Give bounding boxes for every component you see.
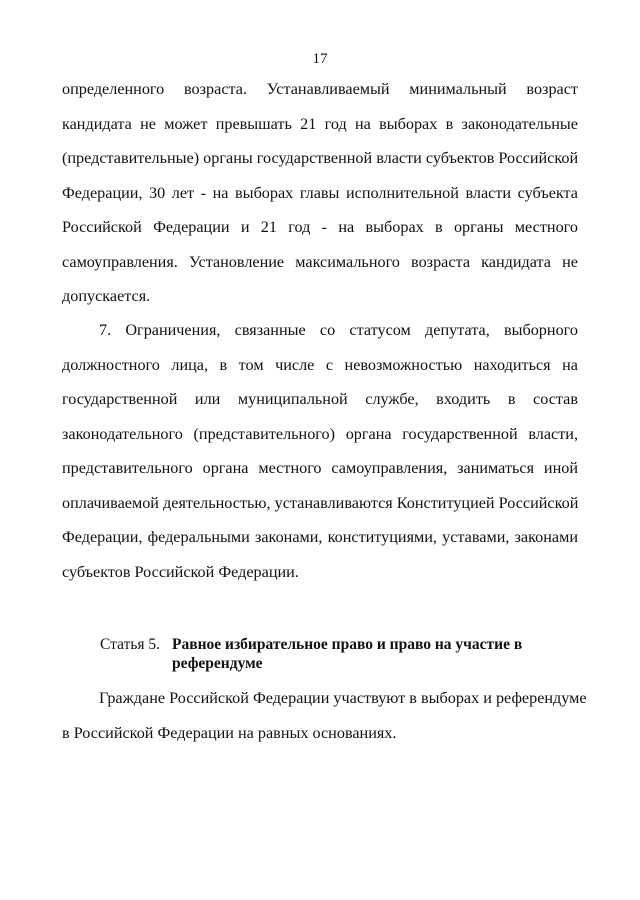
text-line: представительного органа местного самоуправления, заниматься иной (62, 459, 578, 477)
text-line: Федерации, 30 лет - на выборах главы исполнительной власти субъекта (62, 183, 578, 202)
page-number: 17 (312, 51, 328, 67)
text-line: в Российской Федерации на равных основаниях. (62, 723, 397, 742)
text-line: 7. Ограничения, связанные со статусом депутата, выборного (99, 321, 578, 339)
text-line: самоуправления. Установление максимального возраста кандидата не (62, 252, 578, 271)
paragraph-equal-rights (62, 681, 587, 750)
text-line: законодательного (представительного) органа государственной власти, (62, 424, 578, 443)
text-line: государственной или муниципальной службе, входить в состав (62, 390, 578, 408)
text-line: определенного возраста. Устанавливаемый минимальный возраст (62, 80, 578, 98)
text-line: Граждане Российской Федерации участвуют в выборах и референдуме (99, 689, 587, 707)
text-line: должностного лица, в том числе с невозможностью находиться на (62, 355, 578, 374)
paragraph-age-requirements (62, 72, 578, 314)
text-line: Российской Федерации и 21 год - на выборах в органы местного (62, 218, 578, 236)
paragraph-restrictions (62, 313, 578, 589)
article-label: Статья 5. (100, 636, 161, 653)
text-line: субъектов Российской Федерации. (62, 562, 299, 581)
text-line: оплачиваемой деятельностью, устанавливаются Конституцией Российской (62, 493, 579, 512)
text-line: (представительные) органы государственной власти субъектов Российской (62, 149, 579, 167)
article-title: Равное избирательное право и право на участие в референдуме (172, 636, 523, 672)
text-line: допускается. (62, 287, 151, 305)
text-line: Федерации, федеральными законами, конституциями, уставами, законами (62, 528, 578, 546)
text-line: кандидата не может превышать 21 год на выборах в законодательные (62, 114, 578, 133)
